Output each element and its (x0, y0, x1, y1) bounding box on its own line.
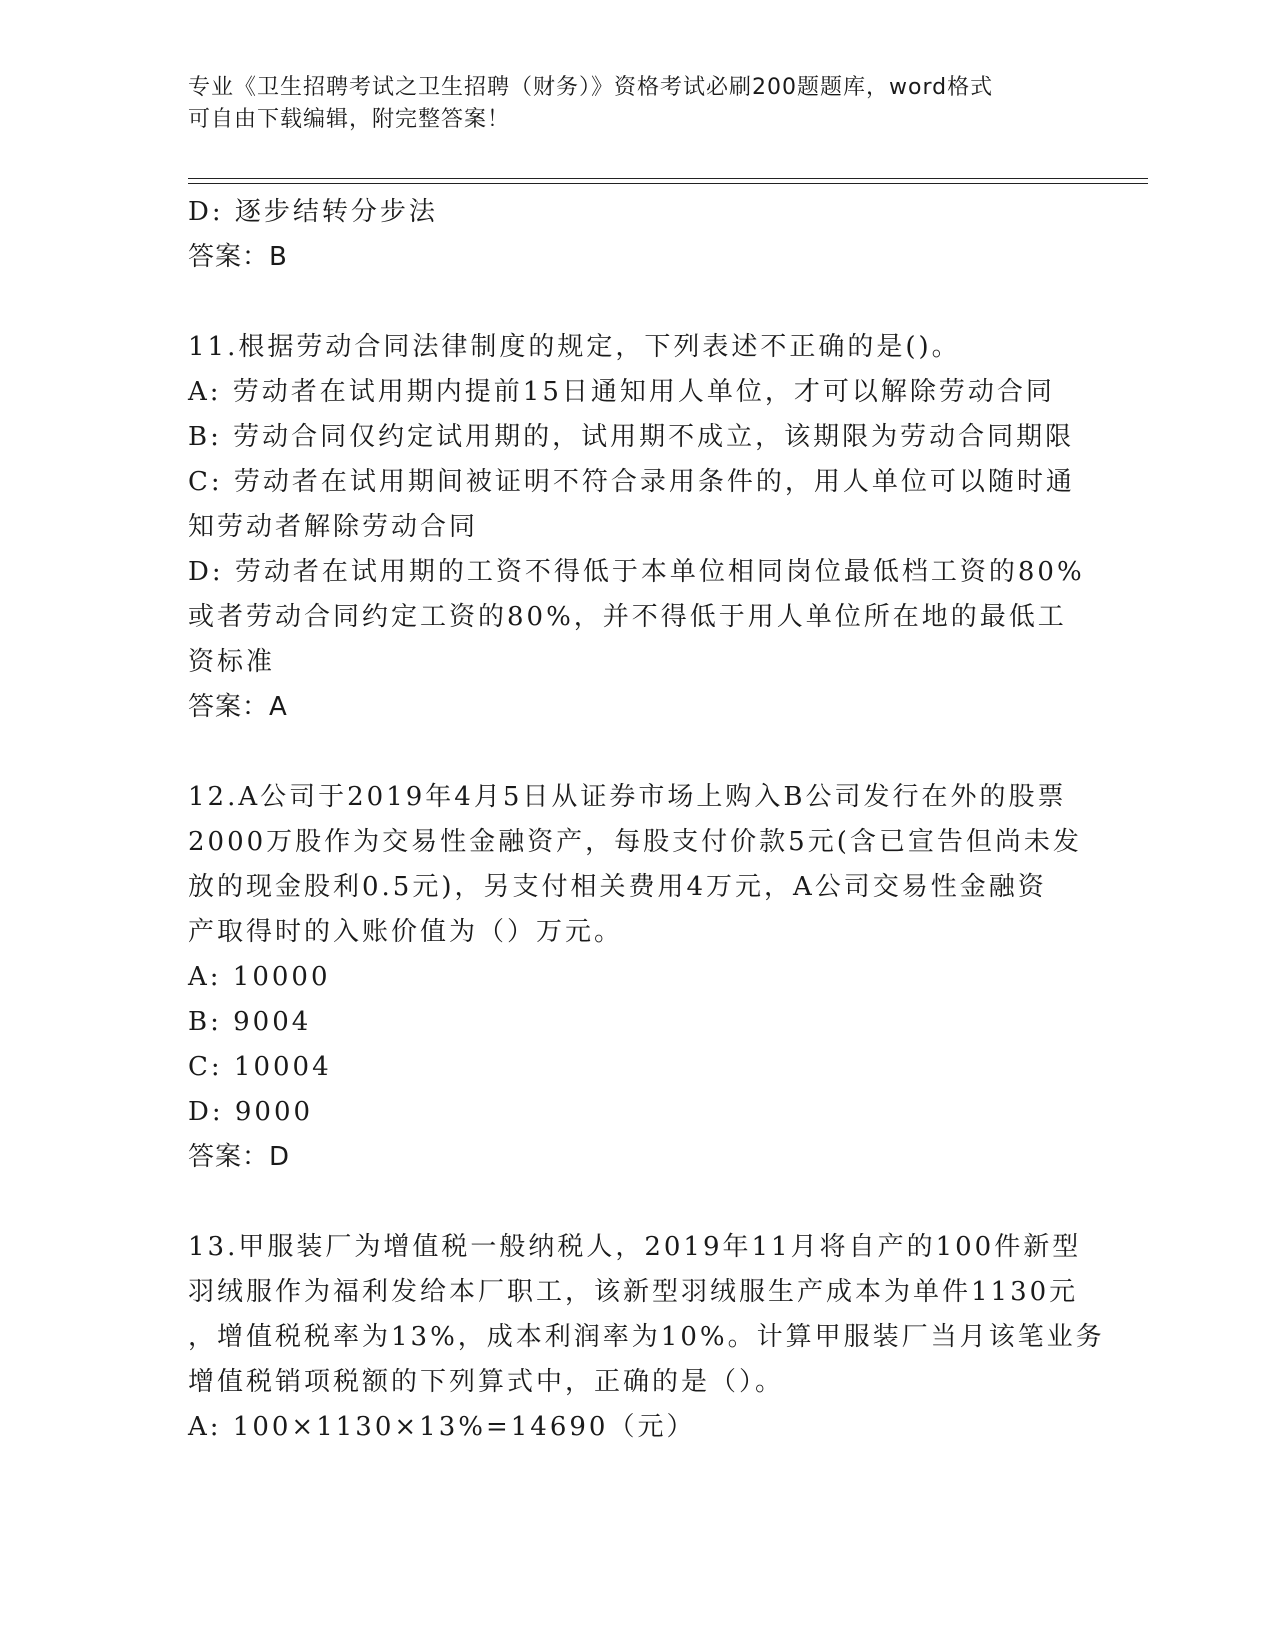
q12-option-d: D: 9000 (188, 1097, 314, 1127)
header-title-line-2: 可自由下载编辑，附完整答案！ (188, 107, 511, 132)
question-13 (188, 1225, 1105, 1450)
document-header (188, 72, 1088, 136)
q12-stem-line-4: 产取得时的入账价值为（）万元。 (188, 917, 624, 947)
question-11 (188, 325, 1088, 730)
question-list (188, 190, 1105, 1450)
q11-option-d-line-3: 资标准 (188, 647, 276, 677)
q12-answer: 答案：D (188, 1142, 291, 1172)
q11-answer: 答案：A (188, 692, 288, 722)
spacer (188, 280, 1088, 325)
q12-stem-line-3: 放的现金股利0.5元)，另支付相关费用4万元，A公司交易性金融资 (188, 872, 1047, 902)
q10-option-d: D: 逐步结转分步法 (188, 197, 438, 227)
header-divider-top (188, 178, 1148, 179)
spacer (188, 730, 1088, 775)
q11-stem: 11.根据劳动合同法律制度的规定，下列表述不正确的是()。 (188, 332, 961, 362)
q13-stem-line-2: 羽绒服作为福利发给本厂职工，该新型羽绒服生产成本为单件1130元 (188, 1277, 1079, 1307)
question-10-tail (188, 190, 1088, 280)
q12-stem-line-1: 12.A公司于2019年4月5日从证券市场上购入B公司发行在外的股票 (188, 782, 1067, 812)
question-12 (188, 775, 1088, 1180)
q13-stem-line-3: ，增值税税率为13%，成本利润率为10%。计算甲服装厂当月该笔业务 (188, 1322, 1105, 1352)
q12-option-c: C: 10004 (188, 1052, 332, 1082)
q11-option-b: B: 劳动合同仅约定试用期的，试用期不成立，该期限为劳动合同期限 (188, 422, 1075, 452)
header-title-line-1: 专业《卫生招聘考试之卫生招聘（财务）》资格考试必刷200题题库，word格式 (188, 75, 994, 100)
q11-option-c-line-2: 知劳动者解除劳动合同 (188, 512, 479, 542)
q12-option-b: B: 9004 (188, 1007, 312, 1037)
q11-option-a: A: 劳动者在试用期内提前15日通知用人单位，才可以解除劳动合同 (188, 377, 1055, 407)
q11-option-d-line-2: 或者劳动合同约定工资的80%，并不得低于用人单位所在地的最低工 (188, 602, 1067, 632)
q10-answer: 答案：B (188, 242, 288, 272)
q12-option-a: A: 10000 (188, 962, 331, 992)
spacer (188, 1180, 1088, 1225)
q13-stem-line-4: 增值税销项税额的下列算式中，正确的是（）。 (188, 1367, 785, 1397)
q13-option-a: A: 100×1130×13%=14690（元） (188, 1412, 696, 1442)
q11-option-d-line-1: D: 劳动者在试用期的工资不得低于本单位相同岗位最低档工资的80% (188, 557, 1085, 587)
q11-option-c-line-1: C: 劳动者在试用期间被证明不符合录用条件的，用人单位可以随时通 (188, 467, 1075, 497)
header-divider-bottom (188, 183, 1148, 184)
q12-stem-line-2: 2000万股作为交易性金融资产，每股支付价款5元(含已宣告但尚未发 (188, 827, 1082, 857)
q13-stem-line-1: 13.甲服装厂为增值税一般纳税人，2019年11月将自产的100件新型 (188, 1232, 1082, 1262)
